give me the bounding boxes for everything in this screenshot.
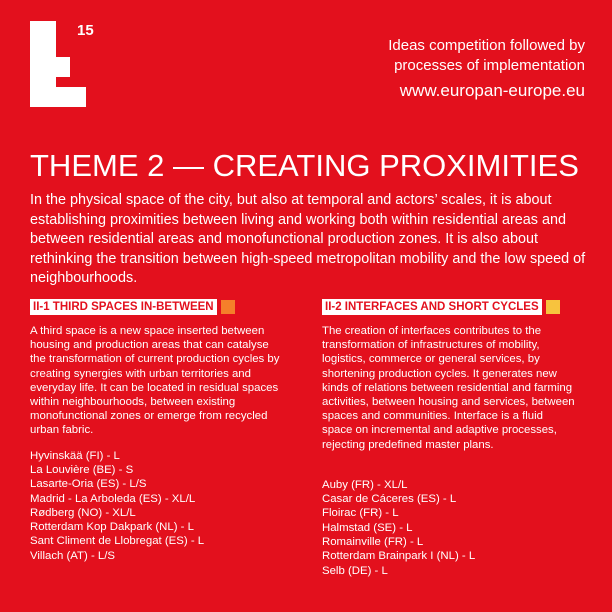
site-item: Lasarte-Oria (ES) - L/S (30, 478, 147, 491)
yellow-swatch (546, 300, 560, 314)
site-item: Hyvinskää (FI) - L (30, 449, 120, 462)
site-item: Halmstad (SE) - L (322, 521, 413, 534)
site-item: Rotterdam Brainpark I (NL) - L (322, 550, 476, 563)
column-third-spaces (30, 299, 284, 563)
site-item: Sant Climent de Llobregat (ES) - L (30, 535, 205, 548)
tagline-line-1: Ideas competition followed by (388, 37, 585, 54)
site-item: Auby (FR) - XL/L (322, 478, 408, 491)
site-item: La Louvière (BE) - S (30, 463, 134, 476)
intro-paragraph: In the physical space of the city, but also at temporal and actors’ scales, it is about establishing proximities between living and working both within residential areas and between residential areas and monofunctional production zones. It is also about rethinking the transition between high-speed metropolitan mobility and the low speed of neighbourhoods. (30, 192, 586, 287)
site-list (322, 478, 576, 578)
site-item: Casar de Cáceres (ES) - L (322, 493, 457, 506)
site-list (30, 449, 284, 563)
column-body: A third space is a new space inserted between housing and production areas that can catalyse the transformation of current production cycles by creating synergies with urban territories and everyday life. It can be located in residual spaces within neighbourhoods, between existing monofunctional zones or emerge from recycled urban fabric. (30, 325, 280, 437)
site-item: Romainville (FR) - L (322, 536, 424, 549)
column-heading (30, 299, 284, 315)
site-item: Rotterdam Kop Dakpark (NL) - L (30, 521, 194, 534)
tagline (388, 36, 585, 76)
logo-number: 15 (77, 22, 94, 39)
orange-swatch (221, 300, 235, 314)
site-item: Madrid - La Arboleda (ES) - XL/L (30, 492, 196, 505)
site-item: Rødberg (NO) - XL/L (30, 506, 136, 519)
site-item: Selb (DE) - L (322, 564, 388, 577)
page-title: THEME 2 — CREATING PROXIMITIES (30, 148, 579, 183)
website-url[interactable]: www.europan-europe.eu (399, 81, 585, 100)
column-heading-label: II-1 THIRD SPACES IN-BETWEEN (30, 299, 217, 315)
site-item: Villach (AT) - L/S (30, 549, 116, 562)
site-item: Floirac (FR) - L (322, 507, 399, 520)
column-heading-label: II-2 INTERFACES AND SHORT CYCLES (322, 299, 542, 315)
tagline-line-2: processes of implementation (394, 57, 585, 74)
column-heading (322, 299, 576, 315)
column-interfaces (322, 299, 576, 578)
column-body: The creation of interfaces contributes to the transformation of infrastructures of mobility, logistics, commerce or general services, by shortening production cycles. It generates new kinds of relations between residential and farming activities, between housing and services, between spaces and communities. Interface is a fluid space on incremental and adaptive processes, rejecting predefined master plans. (322, 325, 575, 451)
